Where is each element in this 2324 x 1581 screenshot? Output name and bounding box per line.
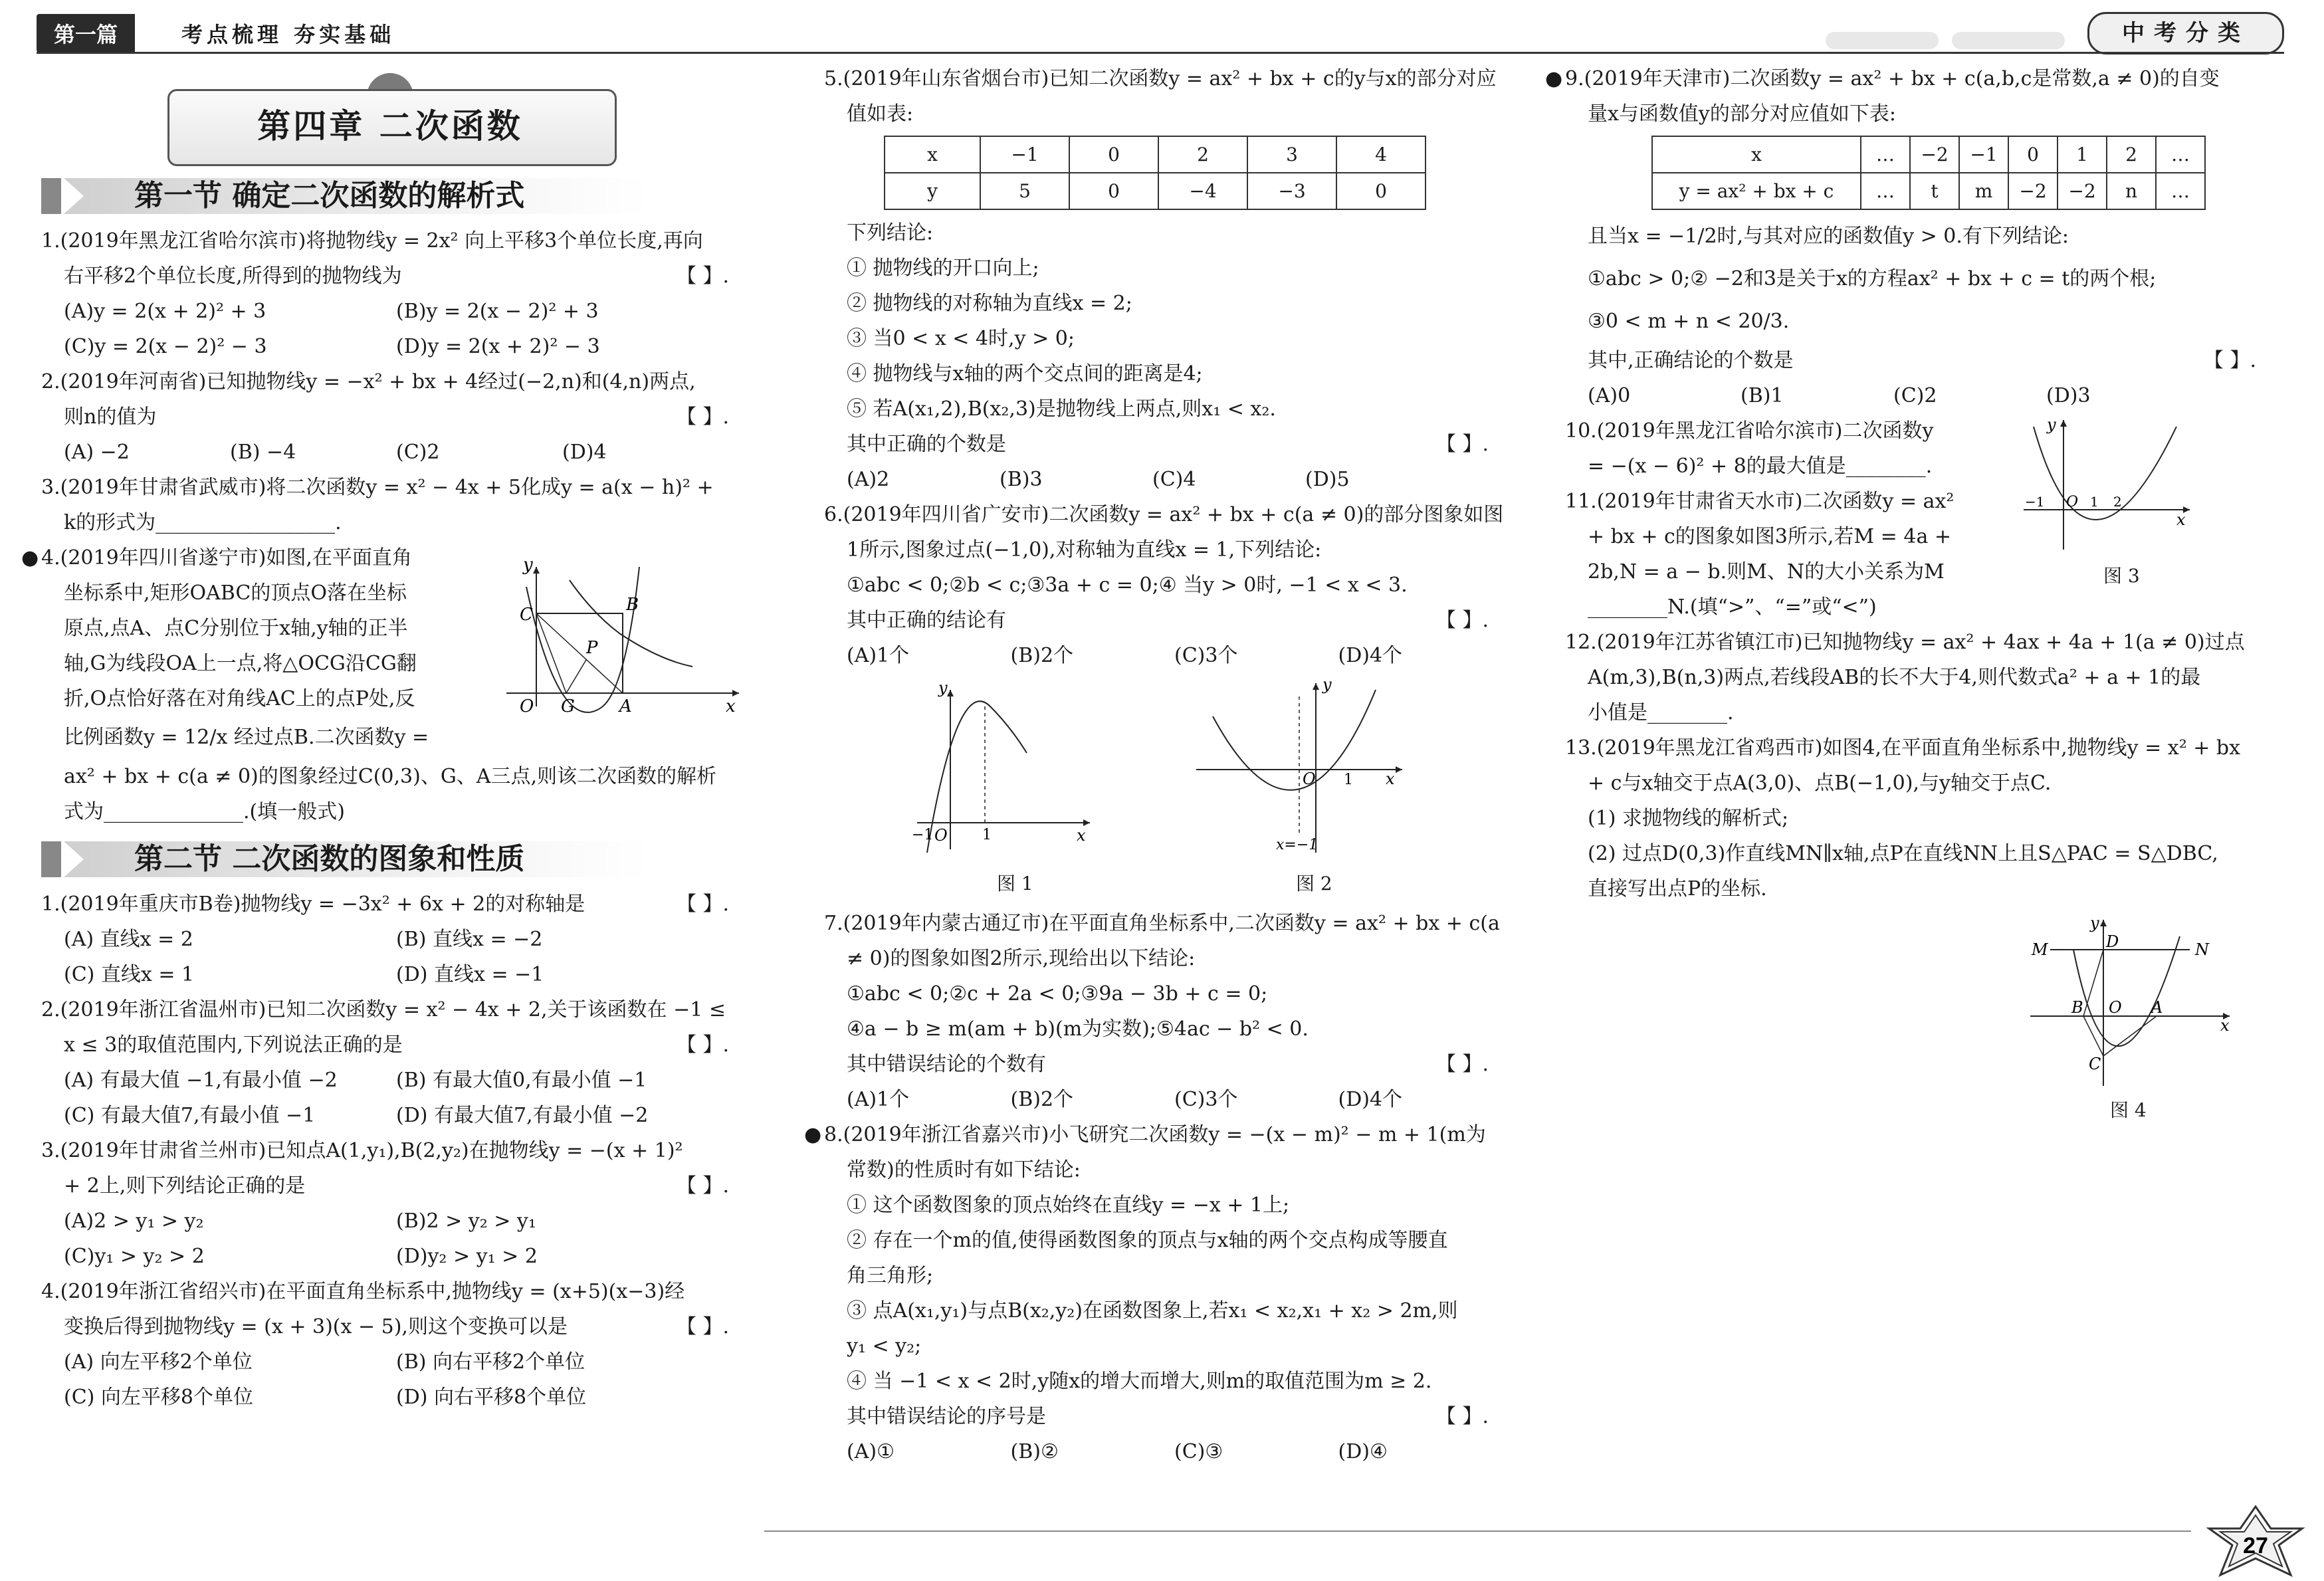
svg-text:G: G xyxy=(561,696,575,713)
figures-1-2 xyxy=(824,673,1502,906)
question-9: ● 9.(2019年天津市)二次函数y = ax² + bx + c(a,b,c是常数,a ≠ 0)的自变 量x与函数值y的部分对应值如下表: x … −2 −1 0 1 2 … y = ax² + bx + c … t m −2 −2 n … 且当x = −1/2时,与其对应的函数值y > 0.有下列结论: ①abc > 0;② −2和3是关于x的方程ax² + bx + c = t的两个根; ③0 < m + n < 20/3. 其中,正确结论的个数是 【 】. (A)0 (B)1 (C)2 (D)3 xyxy=(1565,61,2270,413)
page-number: 27 xyxy=(2243,1533,2268,1558)
question-s1-3: 3.(2019年甘肃省武威市)将二次函数y = x² − 4x + 5化成y = a(x − h)² + k的形式为__________________. xyxy=(41,476,714,534)
difficulty-dot: ● xyxy=(21,546,39,570)
column-right xyxy=(1545,61,2270,1121)
answer-bracket: 【 】. xyxy=(676,1315,729,1338)
figure-4-caption: 图 4 xyxy=(2110,1099,2147,1121)
svg-text:y: y xyxy=(2090,916,2099,932)
figure-3-caption: 图 3 xyxy=(2103,565,2140,587)
question-s2-4: 4.(2019年浙江省绍兴市)在平面直角坐标系中,抛物线y = (x+5)(x−3)经 变换后得到抛物线y = (x + 3)(x − 5),则这个变换可以是 【 】. (A) 向左平移2个单位 (B) 向右平移2个单位 (C) 向左平移8个单位 (D) 向右平移8个单位 xyxy=(41,1280,729,1409)
section-heading-2 xyxy=(41,837,742,881)
value-table-q9 xyxy=(1651,136,2206,210)
answer-bracket: 【 】. xyxy=(1435,1405,1489,1428)
figure-2-upward-parabola xyxy=(1196,677,1409,856)
question-s1-4: ● 4.(2019年四川省遂宁市)如图,在平面直角 坐标系中,矩形OABC的顶点O落在坐标 原点,点A、点C分别位于x轴,y轴的正半 轴,G为线段OA上一点,将△OCG沿CG翻 折,O点恰好落在对角线AC上的点P处,反 比例函数y = 12/x 经过点B.二次函数y = ax² + bx + c(a ≠ 0)的图象经过C(0,3)、G、A三点,则该二次函数的解析 式为______________.(填一般式) y C B P O G A x xyxy=(41,540,742,829)
svg-text:C: C xyxy=(2089,1055,2101,1073)
footer-rule xyxy=(764,1530,2191,1532)
svg-text:D: D xyxy=(2106,932,2119,951)
column-middle xyxy=(804,61,1504,1469)
header-part-tab: 第一篇 xyxy=(37,14,135,53)
answer-bracket: 【 】. xyxy=(676,405,729,429)
answer-bracket: 【 】. xyxy=(676,1033,729,1057)
svg-text:A: A xyxy=(619,696,632,713)
question-s1-2: 2.(2019年河南省)已知抛物线y = −x² + bx + 4经过(−2,n)和(4,n)两点, 则n的值为 【 】. (A) −2 (B) −4 (C)2 (D)4 xyxy=(41,370,729,464)
table-row: x … −2 −1 0 1 2 … xyxy=(1652,136,2205,173)
section-heading-1 xyxy=(41,174,742,218)
question-7: 7.(2019年内蒙古通辽市)在平面直角坐标系中,二次函数y = ax² + bx + c(a ≠ 0)的图象如图2所示,现给出以下结论: ①abc < 0;②c + 2a < 0;③9a − 3b + c = 0; ④a − b ≥ m(am + b)(m为实数);⑤4ac − b² < 0. 其中错误结论的个数有 【 】. (A)1个 (B)2个 (C)3个 (D)4个 xyxy=(824,912,1500,1111)
header-subtitle: 考点梳理 夯实基础 xyxy=(181,22,395,47)
difficulty-dot: ● xyxy=(804,1123,822,1146)
svg-text:O: O xyxy=(520,696,534,713)
answer-bracket: 【 】. xyxy=(1435,609,1489,632)
svg-text:x: x xyxy=(726,696,736,713)
figure-3-upward-parabola xyxy=(2024,413,2196,553)
svg-text:y: y xyxy=(2047,415,2056,434)
answer-bracket: 【 】. xyxy=(676,893,729,916)
figure-4-parabola-mn xyxy=(2024,916,2236,1089)
answer-bracket: 【 】. xyxy=(1435,433,1489,456)
svg-text:A: A xyxy=(2151,998,2163,1017)
question-12: 12.(2019年江苏省镇江市)已知抛物线y = ax² + 4ax + 4a + 1(a ≠ 0)过点 A(m,3),B(n,3)两点,若线段AB的长不大于4,则代数式a² + a + 1的最 小值是________. xyxy=(1565,631,2245,724)
question-s2-1: 1.(2019年重庆市B卷)抛物线y = −3x² + 6x + 2的对称轴是 【 】. (A) 直线x = 2 (B) 直线x = −2 (C) 直线x = 1 (D) 直线x = −1 xyxy=(41,887,742,992)
svg-text:C: C xyxy=(520,605,533,625)
svg-text:x: x xyxy=(1386,770,1395,788)
chapter-heading xyxy=(167,73,613,166)
answer-bracket: 【 】. xyxy=(1435,1053,1489,1076)
page-number-badge xyxy=(2206,1505,2305,1578)
svg-text:O: O xyxy=(2109,998,2122,1017)
svg-text:y: y xyxy=(1322,677,1332,694)
header-decoration xyxy=(1826,29,2078,49)
answer-bracket: 【 】. xyxy=(676,264,729,288)
svg-text:O: O xyxy=(934,826,948,845)
chapter-title: 第四章 二次函数 xyxy=(257,107,523,146)
svg-text:O: O xyxy=(1303,770,1316,788)
value-table-q5 xyxy=(884,136,1426,210)
svg-text:x: x xyxy=(2176,510,2186,529)
column-left xyxy=(21,61,742,1415)
question-13: 13.(2019年黑龙江省鸡西市)如图4,在平面直角坐标系中,抛物线y = x² + bx + c与x轴交于点A(3,0)、点B(−1,0),与y轴交于点C. (1) 求抛物线的解析式; (2) 过点D(0,3)作直线MN∥x轴,点P在直线NN上且S△PAC = S△DBC, 直接写出点P的坐标. y D M N B O A x C 图 4 xyxy=(1565,730,2270,906)
question-s2-3: 3.(2019年甘肃省兰州市)已知点A(1,y₁),B(2,y₂)在抛物线y = −(x + 1)² + 2上,则下列结论正确的是 【 】. (A)2 > y₁ > y₂ (B)2 > y₂ > y₁ (C)y₁ > y₂ > 2 (D)y₂ > y₁ > 2 xyxy=(41,1139,729,1268)
question-6: 6.(2019年四川省广安市)二次函数y = ax² + bx + c(a ≠ 0)的部分图象如图 1所示,图象过点(−1,0),对称轴为直线x = 1,下列结论: ①abc < 0;②b < c;③3a + c = 0;④ 当y > 0时, −1 < x < 3. 其中正确的结论有 【 】. (A)1个 (B)2个 (C)3个 (D)4个 xyxy=(824,503,1504,667)
difficulty-dot: ● xyxy=(1545,67,1563,90)
page-header xyxy=(0,0,2324,53)
figure-q4-rectangle-parabola xyxy=(500,554,752,713)
svg-text:y: y xyxy=(938,680,948,697)
section-title: 第二节 二次函数的图象和性质 xyxy=(134,842,525,876)
svg-text:−1: −1 xyxy=(912,827,934,843)
figure-1-caption: 图 1 xyxy=(997,873,1033,895)
table-row: y = ax² + bx + c … t m −2 −2 n … xyxy=(1652,173,2205,209)
svg-text:x: x xyxy=(2220,1016,2230,1035)
svg-text:B: B xyxy=(626,595,639,615)
question-10-11: 10.(2019年黑龙江省哈尔滨市)二次函数y = −(x − 6)² + 8的最大值是________. 11.(2019年甘肃省天水市)二次函数y = ax² + bx + c的图象如图3所示,若M = 4a + 2b,N = a − b.则M、N的大小关系为M ________N.(填“>”、“=”或“<”) y −1 O 1 2 x 图 3 xyxy=(1565,413,2270,625)
header-left xyxy=(37,15,395,52)
header-category-badge: 中考分类 xyxy=(2087,12,2284,54)
question-s2-2: 2.(2019年浙江省温州市)已知二次函数y = x² − 4x + 2,关于该函数在 −1 ≤ x ≤ 3的取值范围内,下列说法正确的是 【 】. (A) 有最大值 −1,有最小值 −2 (B) 有最大值0,有最小值 −1 (C) 有最大值7,有最小值 −1 (D) 有最大值7,有最小值 −2 xyxy=(41,998,729,1127)
svg-text:1: 1 xyxy=(1344,772,1353,788)
header-rule xyxy=(37,52,2284,54)
svg-text:x: x xyxy=(1077,826,1086,845)
svg-text:−1: −1 xyxy=(2025,494,2045,510)
svg-text:1: 1 xyxy=(2090,494,2099,510)
figure-1-downward-parabola xyxy=(910,680,1097,859)
svg-text:y: y xyxy=(523,555,533,575)
svg-text:N: N xyxy=(2195,940,2209,959)
section-title: 第一节 确定二次函数的解析式 xyxy=(134,179,525,213)
question-s1-1: 1.(2019年黑龙江省哈尔滨市)将抛物线y = 2x² 向上平移3个单位长度,再向 右平移2个单位长度,所得到的抛物线为 【 】. (A)y = 2(x + 2)² + 3 (B)y = 2(x − 2)² + 3 (C)y = 2(x − 2)² − 3 (D)y = 2(x + 2)² − 3 xyxy=(41,229,729,358)
table-row: x −1 0 2 3 4 xyxy=(885,136,1426,173)
svg-text:x=−1: x=−1 xyxy=(1276,837,1319,853)
question-5: 5.(2019年山东省烟台市)已知二次函数y = ax² + bx + c的y与x的部分对应 值如表: x −1 0 2 3 4 y 5 0 −4 −3 0 下列结论: ① 抛物线的开口向上; ② 抛物线的对称轴为直线x = 2; ③ 当0 < x < 4时,y > 0; ④ 抛物线与x轴的两个交点间的距离是4; ⑤ 若A(x₁,2),B(x₂,3)是抛物线上两点,则x₁ < x₂. 其中正确的个数是 【 】. (A)2 (B)3 (C)4 (D)5 xyxy=(824,67,1497,491)
question-8: ● 8.(2019年浙江省嘉兴市)小飞研究二次函数y = −(x − m)² − m + 1(m为 常数)的性质时有如下结论: ① 这个函数图象的顶点始终在直线y = −x + 1上; ② 存在一个m的值,使得函数图象的顶点与x轴的两个交点构成等腰直 角三角形; ③ 点A(x₁,y₁)与点B(x₂,y₂)在函数图象上,若x₁ < x₂,x₁ + x₂ > 2m,则 y₁ < y₂; ④ 当 −1 < x < 2时,y随x的增大而增大,则m的取值范围为m ≥ 2. 其中错误结论的序号是 【 】. (A)① (B)② (C)③ (D)④ xyxy=(824,1117,1502,1469)
svg-text:1: 1 xyxy=(982,827,992,843)
table-row: y 5 0 −4 −3 0 xyxy=(885,173,1426,209)
figure-2-caption: 图 2 xyxy=(1296,873,1332,895)
answer-bracket: 【 】. xyxy=(2203,349,2256,372)
svg-text:2: 2 xyxy=(2113,494,2122,510)
svg-text:M: M xyxy=(2032,940,2048,959)
svg-text:P: P xyxy=(586,638,598,658)
svg-text:B: B xyxy=(2071,998,2083,1017)
svg-text:O: O xyxy=(2066,494,2079,510)
answer-bracket: 【 】. xyxy=(676,1174,729,1198)
